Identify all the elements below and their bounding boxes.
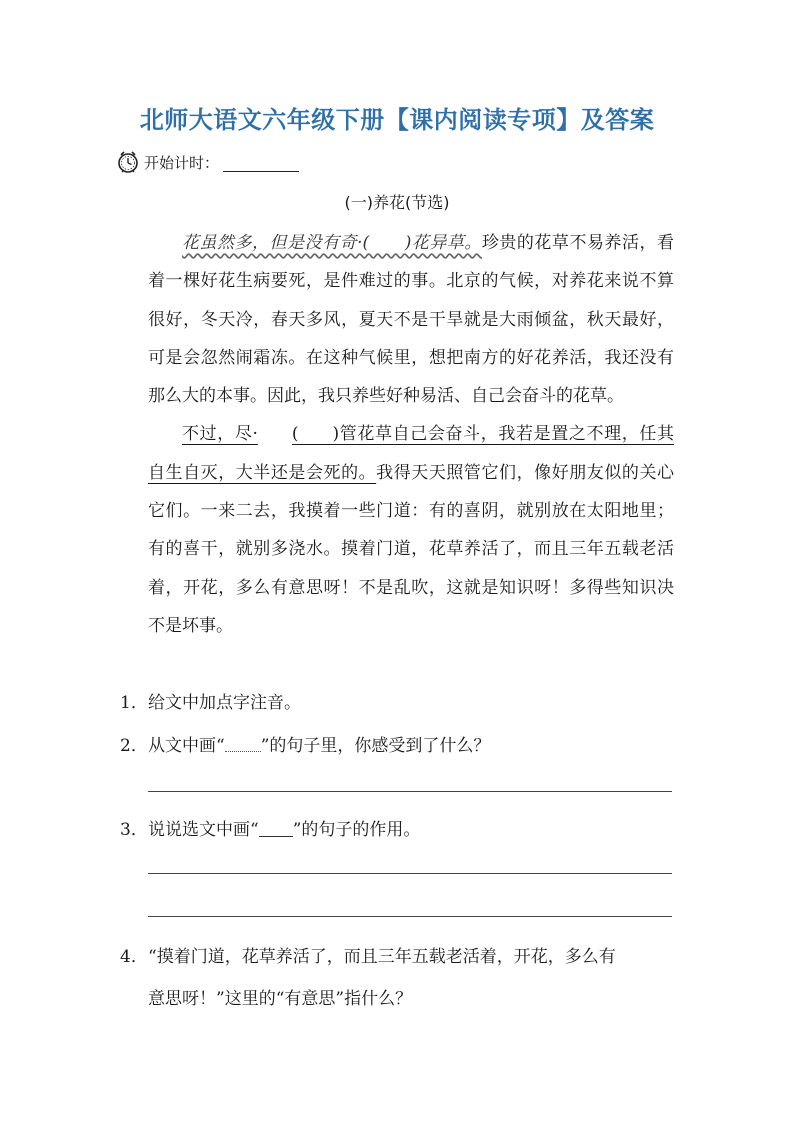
question-3 xyxy=(120,815,420,840)
paragraph-text: 我得天天照管它们，像好朋友似的关心它们。一来二去，我摸着一些门道：有的喜阴，就别放在太阳地里；有的喜干，就别多浇水。摸着门道，花草养活了，而且三年五载老活着，开花，多么有意思呀！不是乱吹，这就是知识呀！多得些知识决不是坏事。 xyxy=(148,462,674,636)
underlined-text: 管花草自己会奋斗，我若是置之不理，任其自生自灭，大半还是会死的。 xyxy=(148,424,675,483)
answer-line[interactable] xyxy=(148,873,672,874)
wavy-underlined-sentence: 花虽然多，但是没有奇·( )花异草。 xyxy=(182,233,482,253)
question-number: 4． xyxy=(120,947,148,967)
question-text: “摸着门道，花草养活了，而且三年五载老活着，开花，多么有 xyxy=(148,947,616,967)
page-title: 北师大语文六年级下册【课内阅读专项】及答案 xyxy=(139,106,655,134)
timer-label: 开始计时： xyxy=(144,153,220,172)
answer-line[interactable] xyxy=(148,916,672,917)
section-title: (一)养花(节选) xyxy=(344,193,450,212)
question-number: 3． xyxy=(120,820,148,840)
question-text: ”的句子的作用。 xyxy=(292,820,421,840)
question-number: 1． xyxy=(120,693,148,713)
question-text: 从文中画“ xyxy=(148,736,225,756)
answer-line[interactable] xyxy=(148,791,672,792)
question-1 xyxy=(120,688,301,713)
question-4 xyxy=(120,936,680,1020)
paragraph-text: 珍贵的花草不易养活，看着一棵好花生病要死，是件难过的事。北京的气候，对养花来说不算很好，冬天冷，春天多风，夏天不是干旱就是大雨倾盆，秋天最好，可是会忽然闹霜冻。在这种气候里，想把南方的好花养活，我还没有那么大的本事。因此，我只养些好种易活、自己会奋斗的花草。 xyxy=(148,233,675,407)
wavy-line-symbol xyxy=(225,741,261,752)
question-text: 给文中加点字注音。 xyxy=(148,693,301,713)
question-text: 意思呀！”这里的“有意思”指什么？ xyxy=(148,989,413,1009)
pinyin-blank[interactable]: ( ) xyxy=(291,424,340,445)
question-text: ”的句子里，你感受到了什么？ xyxy=(260,736,491,756)
straight-line-symbol xyxy=(259,824,293,837)
question-2 xyxy=(120,731,490,756)
question-text: 说说选文中画“ xyxy=(148,820,259,840)
underlined-text: 不过，尽· xyxy=(182,424,258,445)
question-number: 2． xyxy=(120,736,148,756)
